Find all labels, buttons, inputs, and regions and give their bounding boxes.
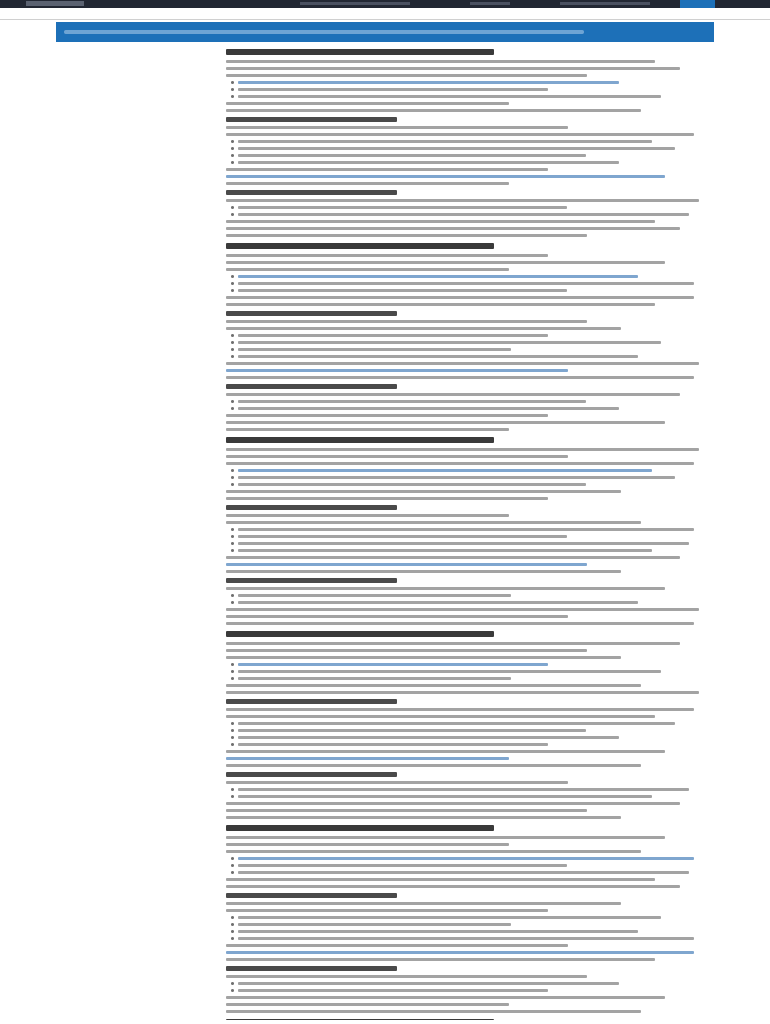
paragraph-line <box>226 943 714 948</box>
text-placeholder <box>226 781 568 784</box>
contents-nav <box>56 44 216 86</box>
text-placeholder <box>238 989 548 992</box>
list-item <box>238 936 714 941</box>
text-placeholder <box>238 476 675 479</box>
text-placeholder <box>226 74 587 77</box>
subsection-heading <box>226 189 714 196</box>
paragraph-line <box>226 125 714 130</box>
text-placeholder <box>226 608 699 611</box>
text-placeholder <box>226 102 509 105</box>
text-placeholder <box>238 289 567 292</box>
paragraph-line <box>226 302 714 307</box>
text-placeholder <box>226 570 621 573</box>
paragraph-line <box>226 427 714 432</box>
text-placeholder <box>226 809 587 812</box>
text-placeholder <box>238 528 694 531</box>
list-item <box>238 787 714 792</box>
text-placeholder <box>226 631 494 637</box>
text-placeholder <box>226 497 548 500</box>
list-item <box>238 153 714 158</box>
text-placeholder <box>226 587 665 590</box>
text-placeholder <box>226 455 568 458</box>
paragraph-line <box>226 957 714 962</box>
list-item <box>238 274 714 279</box>
site-header <box>0 0 770 8</box>
text-placeholder <box>238 594 511 597</box>
paragraph-line <box>226 901 714 906</box>
text-placeholder <box>226 227 680 230</box>
paragraph-line <box>226 326 714 331</box>
text-placeholder <box>238 736 619 739</box>
text-placeholder <box>238 542 689 545</box>
list-item <box>238 347 714 352</box>
text-placeholder <box>238 140 652 143</box>
text-placeholder <box>226 893 397 898</box>
text-placeholder <box>238 663 548 666</box>
list-item <box>238 399 714 404</box>
subsection-heading <box>226 116 714 123</box>
paragraph-line <box>226 454 714 459</box>
list-item <box>238 475 714 480</box>
paragraph-line <box>226 648 714 653</box>
text-placeholder <box>226 490 621 493</box>
title-banner <box>56 22 714 42</box>
paragraph-line <box>226 59 714 64</box>
text-placeholder <box>226 802 680 805</box>
text-placeholder <box>238 535 567 538</box>
paragraph-line <box>226 842 714 847</box>
text-placeholder <box>226 376 694 379</box>
text-placeholder <box>226 642 680 645</box>
paragraph-line <box>226 780 714 785</box>
text-placeholder <box>226 615 568 618</box>
text-placeholder <box>226 878 655 881</box>
paragraph-line <box>226 375 714 380</box>
text-placeholder <box>226 1010 641 1013</box>
text-placeholder <box>226 656 621 659</box>
list-item <box>238 669 714 674</box>
text-placeholder <box>226 885 680 888</box>
list-item <box>238 205 714 210</box>
nav-item[interactable] <box>56 72 216 78</box>
text-placeholder <box>238 864 567 867</box>
list-item <box>238 80 714 85</box>
subsection-heading <box>226 577 714 584</box>
text-placeholder <box>226 966 397 971</box>
paragraph-line <box>226 253 714 258</box>
paragraph-line <box>226 181 714 186</box>
text-placeholder <box>226 67 680 70</box>
main-content <box>226 44 714 1020</box>
nav-item[interactable] <box>56 79 216 85</box>
text-placeholder <box>238 161 619 164</box>
paragraph-line <box>226 849 714 854</box>
paragraph-line <box>226 1009 714 1014</box>
list-item <box>238 146 714 151</box>
paragraph-line <box>226 995 714 1000</box>
section-heading <box>226 824 714 833</box>
text-placeholder <box>238 982 619 985</box>
list-item <box>238 870 714 875</box>
list-item <box>238 600 714 605</box>
list-item <box>238 929 714 934</box>
paragraph-line <box>226 655 714 660</box>
text-placeholder <box>226 902 621 905</box>
list-item <box>238 676 714 681</box>
paragraph-line <box>226 555 714 560</box>
search-button[interactable] <box>680 0 715 8</box>
text-placeholder <box>226 715 655 718</box>
text-placeholder <box>226 190 397 195</box>
paragraph-line <box>226 749 714 754</box>
paragraph-line <box>226 815 714 820</box>
text-placeholder <box>238 213 689 216</box>
paragraph-line <box>226 295 714 300</box>
text-placeholder <box>226 234 587 237</box>
page-title <box>64 25 684 39</box>
paragraph-line <box>226 520 714 525</box>
paragraph-line <box>226 562 714 567</box>
list-item <box>238 794 714 799</box>
paragraph-line <box>226 621 714 626</box>
list-item <box>238 340 714 345</box>
text-placeholder <box>226 369 568 372</box>
text-placeholder <box>226 909 548 912</box>
list-item <box>238 468 714 473</box>
text-placeholder <box>226 556 680 559</box>
paragraph-line <box>226 683 714 688</box>
header-link[interactable] <box>560 2 650 5</box>
text-placeholder <box>226 168 548 171</box>
paragraph-line <box>226 489 714 494</box>
text-placeholder <box>226 1003 509 1006</box>
text-placeholder <box>238 206 567 209</box>
list-item <box>238 94 714 99</box>
paragraph-line <box>226 801 714 806</box>
list-item <box>238 212 714 217</box>
nav-item[interactable] <box>56 44 216 50</box>
text-placeholder <box>238 341 661 344</box>
text-placeholder <box>226 428 509 431</box>
text-placeholder <box>238 743 548 746</box>
text-placeholder <box>226 975 587 978</box>
text-placeholder <box>226 750 665 753</box>
text-placeholder <box>226 825 494 831</box>
paragraph-line <box>226 569 714 574</box>
section-heading <box>226 242 714 251</box>
text-placeholder <box>226 117 397 122</box>
paragraph-line <box>226 233 714 238</box>
text-placeholder <box>238 400 586 403</box>
paragraph-line <box>226 66 714 71</box>
breadcrumb-bar <box>0 8 770 20</box>
text-placeholder <box>226 320 587 323</box>
paragraph-line <box>226 461 714 466</box>
text-placeholder <box>238 469 652 472</box>
paragraph-line <box>226 908 714 913</box>
text-placeholder <box>238 355 638 358</box>
text-placeholder <box>226 182 509 185</box>
list-item <box>238 534 714 539</box>
text-placeholder <box>226 684 641 687</box>
list-item <box>238 548 714 553</box>
paragraph-line <box>226 884 714 889</box>
paragraph-line <box>226 108 714 113</box>
text-placeholder <box>238 334 548 337</box>
text-placeholder <box>226 836 665 839</box>
text-placeholder <box>238 795 652 798</box>
text-placeholder <box>226 243 494 249</box>
list-item <box>238 541 714 546</box>
text-placeholder <box>226 109 641 112</box>
paragraph-line <box>226 974 714 979</box>
text-placeholder <box>238 857 694 860</box>
text-placeholder <box>226 563 587 566</box>
paragraph-line <box>226 392 714 397</box>
nav-item[interactable] <box>56 58 216 64</box>
subsection-heading <box>226 965 714 972</box>
text-placeholder <box>238 788 689 791</box>
list-item <box>238 922 714 927</box>
subsection-heading <box>226 698 714 705</box>
text-placeholder <box>238 549 652 552</box>
list-item <box>238 406 714 411</box>
text-placeholder <box>238 483 586 486</box>
paragraph-line <box>226 101 714 106</box>
nav-item[interactable] <box>56 65 216 71</box>
text-placeholder <box>238 722 675 725</box>
list-item <box>238 482 714 487</box>
paragraph-line <box>226 319 714 324</box>
text-placeholder <box>226 462 694 465</box>
text-placeholder <box>226 49 494 55</box>
list-item <box>238 87 714 92</box>
text-placeholder <box>226 60 655 63</box>
paragraph-line <box>226 132 714 137</box>
text-placeholder <box>226 757 509 760</box>
section-heading <box>226 436 714 445</box>
list-item <box>238 742 714 747</box>
list-item <box>238 662 714 667</box>
text-placeholder <box>226 175 665 178</box>
text-placeholder <box>238 147 675 150</box>
text-placeholder <box>226 261 665 264</box>
text-placeholder <box>238 871 689 874</box>
text-placeholder <box>226 996 665 999</box>
section-heading <box>226 48 714 57</box>
text-placeholder <box>238 407 619 410</box>
paragraph-line <box>226 267 714 272</box>
text-placeholder <box>226 850 641 853</box>
list-item <box>238 527 714 532</box>
subsection-heading <box>226 504 714 511</box>
text-placeholder <box>238 275 638 278</box>
paragraph-line <box>226 641 714 646</box>
text-placeholder <box>238 930 638 933</box>
section-heading <box>226 1018 714 1020</box>
subsection-heading <box>226 383 714 390</box>
text-placeholder <box>226 843 509 846</box>
paragraph-line <box>226 226 714 231</box>
text-placeholder <box>226 708 694 711</box>
text-placeholder <box>226 393 680 396</box>
paragraph-line <box>226 361 714 366</box>
text-placeholder <box>238 348 511 351</box>
text-placeholder <box>238 916 661 919</box>
paragraph-line <box>226 198 714 203</box>
text-placeholder <box>226 254 548 257</box>
text-placeholder <box>226 421 665 424</box>
list-item <box>238 593 714 598</box>
paragraph-line <box>226 690 714 695</box>
list-item <box>238 333 714 338</box>
text-placeholder <box>226 691 699 694</box>
nav-item[interactable] <box>56 51 216 57</box>
paragraph-line <box>226 73 714 78</box>
paragraph-line <box>226 763 714 768</box>
text-placeholder <box>226 437 494 443</box>
text-placeholder <box>238 670 661 673</box>
paragraph-line <box>226 808 714 813</box>
paragraph-line <box>226 877 714 882</box>
text-placeholder <box>226 133 694 136</box>
text-placeholder <box>238 729 586 732</box>
text-placeholder <box>238 95 661 98</box>
text-placeholder <box>238 923 511 926</box>
text-placeholder <box>226 327 621 330</box>
paragraph-line <box>226 174 714 179</box>
list-item <box>238 281 714 286</box>
text-placeholder <box>226 220 655 223</box>
list-item <box>238 863 714 868</box>
paragraph-line <box>226 950 714 955</box>
list-item <box>238 856 714 861</box>
paragraph-line <box>226 714 714 719</box>
text-placeholder <box>226 521 641 524</box>
paragraph-line <box>226 167 714 172</box>
paragraph-line <box>226 447 714 452</box>
text-placeholder <box>226 958 655 961</box>
section-heading <box>226 630 714 639</box>
text-placeholder <box>226 384 397 389</box>
text-placeholder <box>226 303 655 306</box>
text-placeholder <box>238 601 638 604</box>
list-item <box>238 981 714 986</box>
text-placeholder <box>226 311 397 316</box>
paragraph-line <box>226 496 714 501</box>
list-item <box>238 735 714 740</box>
paragraph-line <box>226 260 714 265</box>
text-placeholder <box>238 81 619 84</box>
text-placeholder <box>238 154 586 157</box>
list-item <box>238 988 714 993</box>
text-placeholder <box>226 362 699 365</box>
text-placeholder <box>226 951 694 954</box>
paragraph-line <box>226 586 714 591</box>
text-placeholder <box>226 296 694 299</box>
text-placeholder <box>226 514 509 517</box>
paragraph-line <box>226 219 714 224</box>
list-item <box>238 354 714 359</box>
list-item <box>238 915 714 920</box>
text-placeholder <box>226 578 397 583</box>
list-item <box>238 721 714 726</box>
paragraph-line <box>226 413 714 418</box>
paragraph-line <box>226 1002 714 1007</box>
list-item <box>238 139 714 144</box>
subsection-heading <box>226 892 714 899</box>
text-placeholder <box>226 764 641 767</box>
text-placeholder <box>226 448 699 451</box>
list-item <box>238 728 714 733</box>
paragraph-line <box>226 513 714 518</box>
list-item <box>238 288 714 293</box>
paragraph-line <box>226 607 714 612</box>
paragraph-line <box>226 707 714 712</box>
text-placeholder <box>238 88 548 91</box>
text-placeholder <box>226 699 397 704</box>
paragraph-line <box>226 368 714 373</box>
subsection-heading <box>226 310 714 317</box>
text-placeholder <box>226 126 568 129</box>
text-placeholder <box>226 944 568 947</box>
list-item <box>238 160 714 165</box>
text-placeholder <box>226 505 397 510</box>
paragraph-line <box>226 756 714 761</box>
text-placeholder <box>226 199 699 202</box>
header-link[interactable] <box>300 2 410 5</box>
text-placeholder <box>226 268 509 271</box>
paragraph-line <box>226 614 714 619</box>
text-placeholder <box>226 414 548 417</box>
text-placeholder <box>226 622 694 625</box>
text-placeholder <box>238 677 511 680</box>
subsection-heading <box>226 771 714 778</box>
text-placeholder <box>238 937 694 940</box>
paragraph-line <box>226 835 714 840</box>
header-link[interactable] <box>470 2 510 5</box>
text-placeholder <box>226 649 587 652</box>
site-logo[interactable] <box>26 1 84 6</box>
text-placeholder <box>226 816 621 819</box>
paragraph-line <box>226 420 714 425</box>
text-placeholder <box>226 1019 494 1020</box>
text-placeholder <box>238 282 694 285</box>
text-placeholder <box>226 772 397 777</box>
